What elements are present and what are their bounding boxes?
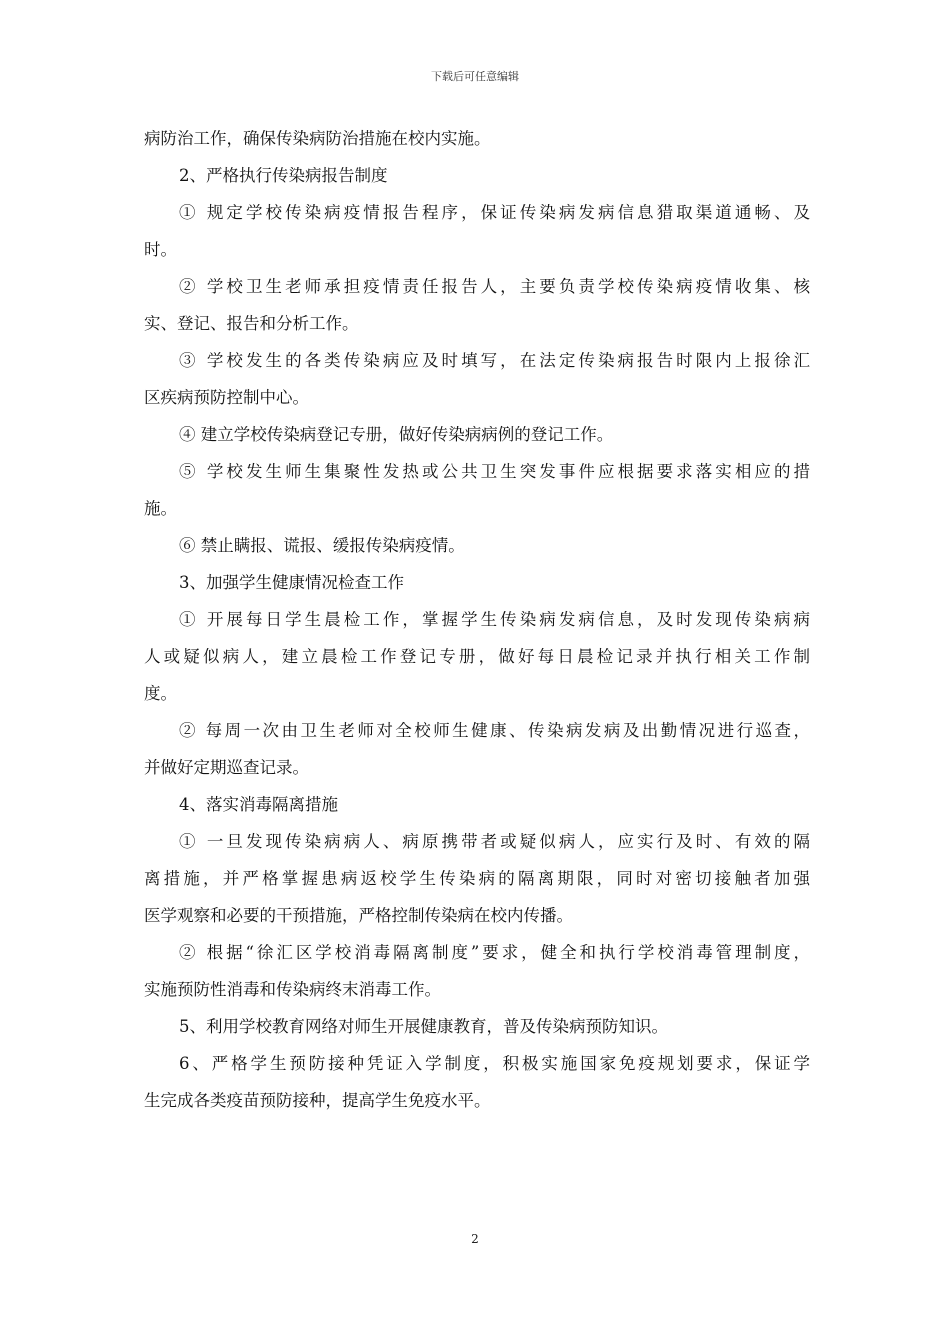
text-line: 实施预防性消毒和传染病终末消毒工作。 — [144, 980, 441, 999]
text-line: 3、加强学生健康情况检查工作 — [179, 573, 404, 592]
text-line: 人或疑似病人，建立晨检工作登记专册，做好每日晨检记录并执行相关工作制 — [144, 647, 810, 666]
text-line: 2、严格执行传染病报告制度 — [179, 166, 388, 185]
text-line: ③ 学校发生的各类传染病应及时填写，在法定传染病报告时限内上报徐汇 — [179, 351, 810, 370]
text-line: 医学观察和必要的干预措施，严格控制传染病在校内传播。 — [144, 906, 573, 925]
text-line: ② 每周一次由卫生老师对全校师生健康、传染病发病及出勤情况进行巡查， — [179, 721, 810, 740]
text-line: 病防治工作，确保传染病防治措施在校内实施。 — [144, 129, 491, 148]
text-line: ① 一旦发现传染病病人、病原携带者或疑似病人，应实行及时、有效的隔 — [179, 832, 810, 851]
text-line: ⑥ 禁止瞒报、谎报、缓报传染病疫情。 — [179, 536, 465, 555]
text-line: 度。 — [144, 684, 177, 703]
text-line: ② 学校卫生老师承担疫情责任报告人，主要负责学校传染病疫情收集、核 — [179, 277, 810, 296]
page-header: 下载后可任意编辑 — [431, 70, 519, 83]
document-body — [144, 120, 810, 1119]
text-line: ④ 建立学校传染病登记专册，做好传染病病例的登记工作。 — [179, 425, 614, 444]
text-line: 4、落实消毒隔离措施 — [179, 795, 338, 814]
page-number: 2 — [471, 1232, 479, 1246]
text-line: 生完成各类疫苗预防接种，提高学生免疫水平。 — [144, 1091, 491, 1110]
text-line: 6、严格学生预防接种凭证入学制度，积极实施国家免疫规划要求，保证学 — [179, 1054, 810, 1073]
text-line: 5、利用学校教育网络对师生开展健康教育，普及传染病预防知识。 — [179, 1017, 668, 1036]
text-line: 并做好定期巡查记录。 — [144, 758, 309, 777]
text-line: ① 开展每日学生晨检工作，掌握学生传染病发病信息，及时发现传染病病 — [179, 610, 810, 629]
text-line: 离措施，并严格掌握患病返校学生传染病的隔离期限，同时对密切接触者加强 — [144, 869, 810, 888]
text-line: 区疾病预防控制中心。 — [144, 388, 309, 407]
text-line: 施。 — [144, 499, 177, 518]
text-line: ① 规定学校传染病疫情报告程序，保证传染病发病信息猎取渠道通畅、及 — [179, 203, 810, 222]
text-line: ⑤ 学校发生师生集聚性发热或公共卫生突发事件应根据要求落实相应的措 — [179, 462, 810, 481]
text-line: 实、登记、报告和分析工作。 — [144, 314, 359, 333]
text-line: ② 根据“徐汇区学校消毒隔离制度”要求，健全和执行学校消毒管理制度， — [179, 943, 810, 962]
text-line: 时。 — [144, 240, 177, 259]
